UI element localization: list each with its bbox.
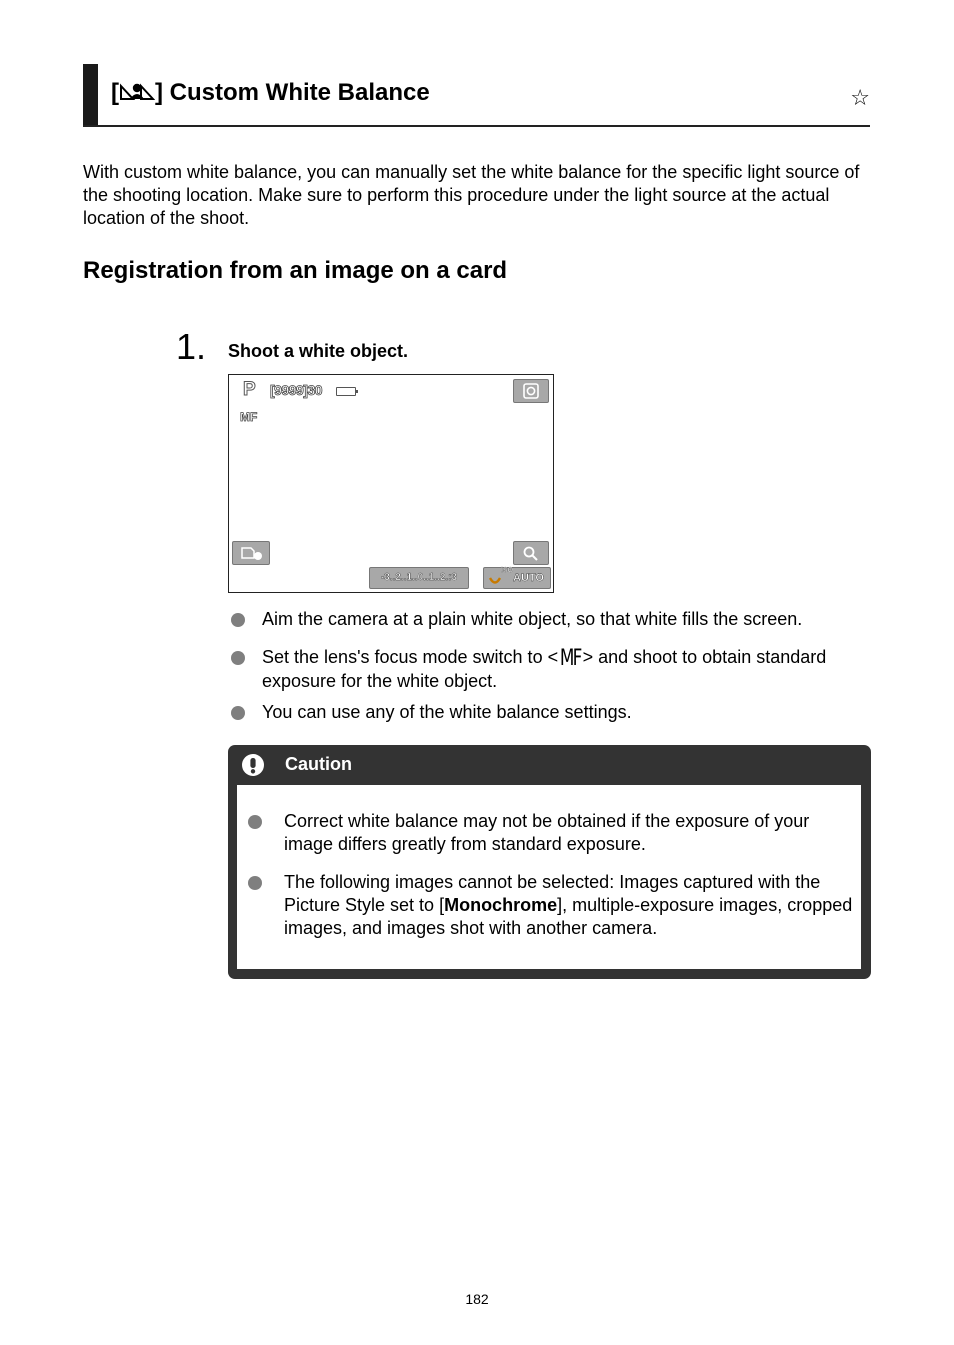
- title-bracket-open: [: [111, 79, 119, 106]
- bullet-text: [262, 646, 862, 693]
- title-accent-bar: [83, 64, 98, 125]
- bullet-dot: [231, 613, 245, 627]
- smile-icon: [488, 576, 502, 586]
- bullet-dot: [248, 815, 262, 829]
- bullet-text-part: ], multiple-exposure images, cropped images, and images shot with another camera.: [284, 895, 853, 938]
- page-title: [111, 79, 430, 109]
- intro-paragraph: With custom white balance, you can manually set the white balance for the specific light source of the shooting location. Make sure to perform this procedure under the light source at the actual location of the shoot.: [83, 162, 860, 228]
- touch-shutter-button[interactable]: [232, 541, 270, 565]
- section-heading: Registration from an image on a card: [83, 257, 508, 284]
- quick-control-icon: [514, 380, 548, 402]
- bullet-text-part: Set the lens's focus mode switch to <: [262, 647, 559, 667]
- iso-value: AUTO: [513, 572, 544, 584]
- star-icon: ☆: [850, 86, 870, 111]
- bullet-dot: [231, 651, 245, 665]
- mf-icon: MF: [559, 646, 581, 671]
- bullet-text: You can use any of the white balance settings.: [262, 702, 632, 722]
- bullet-text: [284, 871, 854, 940]
- bullet-text-bold: Monochrome: [444, 895, 558, 915]
- shooting-mode-indicator: P: [243, 379, 256, 400]
- iso-label: ISO: [501, 567, 514, 574]
- step-title: Shoot a white object.: [228, 341, 409, 361]
- caution-content: [237, 785, 861, 969]
- bullet-text: Correct white balance may not be obtained if the exposure of your image differs greatly from standard exposure.: [284, 811, 810, 854]
- step-number: 1.: [176, 326, 207, 367]
- warning-icon: [242, 754, 264, 776]
- magnify-icon: [514, 542, 548, 564]
- custom-white-balance-icon: [119, 81, 155, 109]
- page-title-bar: [83, 64, 870, 127]
- title-text: ] Custom White Balance: [155, 79, 430, 106]
- caution-box: [228, 745, 871, 979]
- camera-screen-illustration: [228, 374, 554, 593]
- magnify-button[interactable]: [513, 541, 549, 565]
- battery-icon: [336, 387, 356, 396]
- bullet-dot: [231, 706, 245, 720]
- touch-shutter-icon: [233, 542, 269, 564]
- bullet-text-part: > and shoot to obtain standard exposure for the white object.: [262, 647, 827, 691]
- page-number: 182: [465, 1291, 489, 1307]
- caution-title: Caution: [285, 754, 352, 774]
- bullet-text-part: The following images cannot be selected: Images captured with the Picture Style set to [: [284, 872, 821, 915]
- iso-speed-button[interactable]: [483, 567, 551, 589]
- quick-control-button[interactable]: [513, 379, 549, 403]
- exposure-level-indicator: -3..2..1..0..1..2.:3: [369, 567, 469, 589]
- bullet-dot: [248, 876, 262, 890]
- focus-mode-indicator: MF: [240, 410, 258, 424]
- bullet-text: Aim the camera at a plain white object, so that white fills the screen.: [262, 609, 803, 629]
- shots-remaining: [9999]30: [270, 382, 323, 398]
